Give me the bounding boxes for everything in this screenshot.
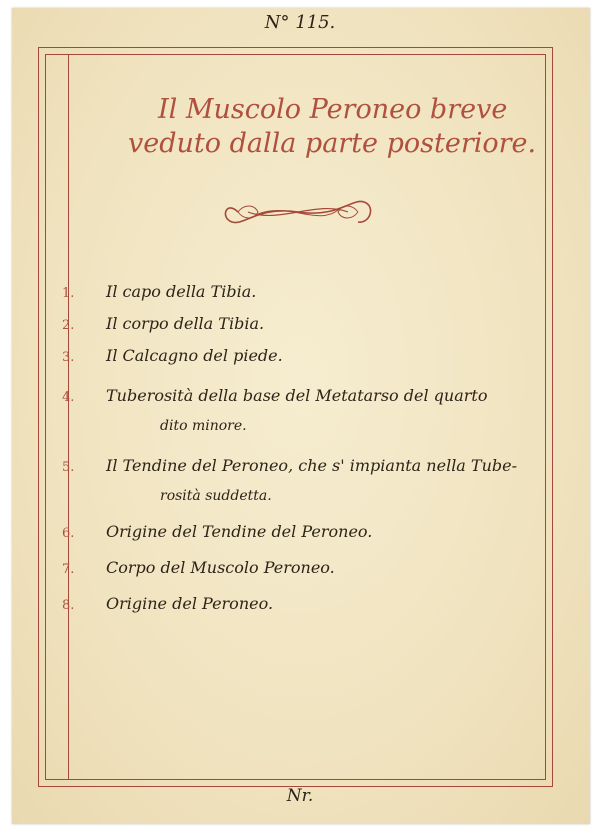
item-text: Il capo della Tibia. [106, 282, 257, 301]
item-text: Il Calcagno del piede. [106, 346, 283, 365]
item-continuation: dito minore. [160, 418, 247, 434]
inner-border-rule [45, 54, 546, 780]
item-number: 3. [62, 350, 75, 365]
item-number: 5. [62, 460, 75, 475]
item-number: 8. [62, 598, 75, 613]
margin-rule [68, 54, 69, 780]
page-number: N° 115. [264, 12, 336, 33]
item-number: 7. [62, 562, 75, 577]
page-title [110, 93, 550, 161]
item-text: Origine del Tendine del Peroneo. [106, 522, 373, 541]
item-text: Origine del Peroneo. [106, 594, 274, 613]
item-text: Corpo del Muscolo Peroneo. [106, 558, 335, 577]
title-line-1: Il Muscolo Peroneo breve [158, 94, 508, 125]
signature-mark: Nr. [286, 786, 314, 806]
item-number: 1. [62, 286, 75, 301]
item-text: Il Tendine del Peroneo, che s' impianta nella Tube- [106, 456, 518, 475]
item-text: Tuberosità della base del Metatarso del quarto [106, 386, 488, 405]
calligraphic-flourish-icon [218, 192, 378, 232]
item-text: Il corpo della Tibia. [106, 314, 265, 333]
title-line-2: veduto dalla parte posteriore. [128, 128, 537, 159]
item-number: 6. [62, 526, 75, 541]
item-continuation: rosità suddetta. [160, 488, 272, 504]
item-number: 2. [62, 318, 75, 333]
item-number: 4. [62, 390, 75, 405]
